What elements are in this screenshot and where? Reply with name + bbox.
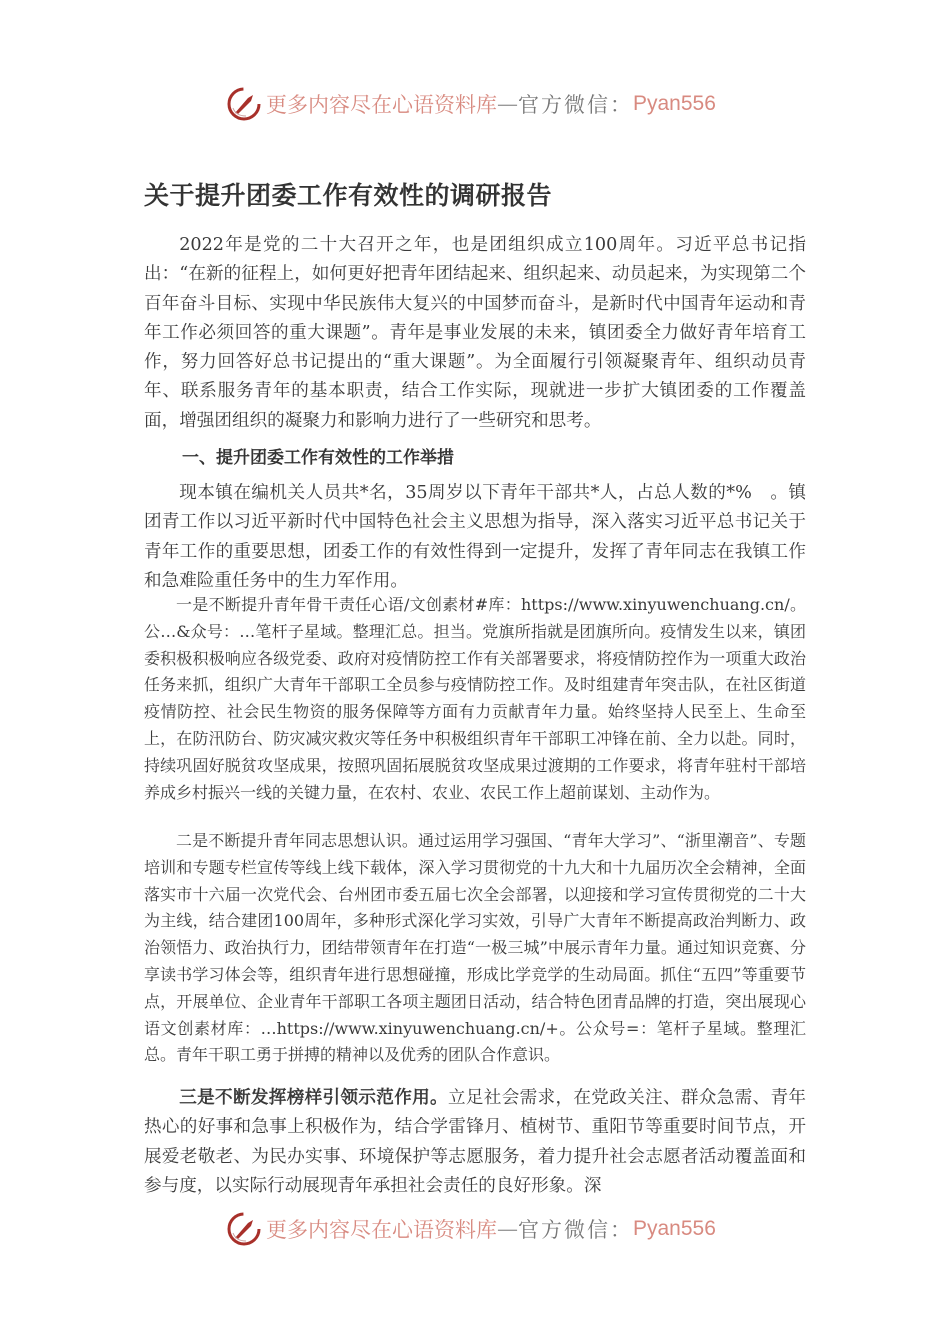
item-3-paragraph [144, 1084, 806, 1201]
item-3-lead: 三是不断发挥榜样引领示范作用。 [179, 1088, 448, 1108]
banner-dash: — [497, 1217, 518, 1241]
intro-paragraph: 2022年是党的二十大召开之年，也是团组织成立100周年。习近平总书记指出：“在新的征程上，如何更好把青年团结起来、组织起来、动员起来，为实现第二个百年奋斗目标、实现中华民族伟大复兴的中国梦而奋斗，是新时代中国青年运动和青年工作必须回答的重大课题”。青年是事业发展的未来，镇团委全力做好青年培育工作，努力回答好总书记提出的“重大课题”。为全面履行引领凝聚青年、组织动员青年、联系服务青年的基本职责，结合工作实际，现就进一步扩大镇团委的工作覆盖面，增强团组织的凝聚力和影响力进行了一些研究和思考。 [144, 235, 806, 431]
item-2-paragraph: 二是不断提升青年同志思想认识。通过运用学习强国、“青年大学习”、“浙里潮音”、专题培训和专题专栏宣传等线上线下载体，深入学习贯彻党的十九大和十九届历次全会精神，全面落实市十六届一次党代会、台州团市委五届七次全会部署，以迎接和学习宣传贯彻党的二十大为主线，结合建团100周年，多种形式深化学习实效，引导广大青年不断提高政治判断力、政治领悟力、政治执行力，团结带领青年在打造“一极三城”中展示青年力量。通过知识竞赛、分享读书学习体会等，组织青年进行思想碰撞，形成比学竞学的生动局面。抓住“五四”等重要节点，开展单位、企业青年干部职工各项主题团日活动，结合特色团青品牌的打造，突出展现心语文创素材库：…https://www.xinyuwenchuang.cn/+。公众号=：笔杆子星域。整理汇总。青年干职工勇于拼搏的精神以及优秀的团队合作意识。 [144, 831, 806, 1065]
quill-pen-logo-icon [226, 1211, 262, 1247]
banner-wechat-id: Pyan556 [633, 1217, 716, 1240]
banner-main-text: 更多内容尽在心语资料库 [266, 1218, 497, 1242]
page-title: 关于提升团委工作有效性的调研报告 [144, 181, 553, 210]
item-3-body: 立足社会需求，在党政关注、群众急需、青年热心的好事和急事上积极作为，结合学雷锋月、植树节、重阳节等重要时间节点，开展爱老敬老、为民办实事、环境保护等志愿服务，着力提升社会志愿者活动覆盖面和参与度，以实际行动展现青年承担社会责任的良好形象。深 [144, 1088, 806, 1196]
quill-pen-logo-icon [226, 86, 262, 122]
footer-watermark-banner [226, 1209, 716, 1249]
banner-wechat-label: 官方微信： [518, 93, 633, 117]
banner-main-text: 更多内容尽在心语资料库 [266, 93, 497, 117]
section-heading-1: 一、提升团委工作有效性的工作举措 [182, 448, 454, 468]
section1-paragraph: 现本镇在编机关人员共*名，35周岁以下青年干部共*人，占总人数的*% 。镇团青工作以习近平新时代中国特色社会主义思想为指导，深入落实习近平总书记关于青年工作的重要思想，团委工作的有效性得到一定提升，发挥了青年同志在我镇工作和急难险重任务中的生力军作用。 [144, 483, 806, 591]
banner-wechat-id: Pyan556 [633, 92, 716, 115]
item-1-paragraph: 一是不断提升青年骨干责任心语/文创素材#库：https://www.xinyuwenchuang.cn/。公…&众号：…笔杆子星域。整理汇总。担当。党旗所指就是团旗所向。疫情发生以来，镇团委积极积极响应各级党委、政府对疫情防控工作有关部署要求，将疫情防控作为一项重大政治任务来抓，组织广大青年干部职工全员参与疫情防控工作。及时组建青年突击队，在社区街道疫情防控、社会民生物资的服务保障等方面有力贡献青年力量。始终坚持人民至上、生命至上，在防汛防台、防灾减灾救灾等任务中积极组织青年干部职工冲锋在前、全力以赴。同时，持续巩固好脱贫攻坚成果，按照巩固拓展脱贫攻坚成果过渡期的工作要求，将青年驻村干部培养成乡村振兴一线的关键力量，在农村、农业、农民工作上超前谋划、主动作为。 [144, 595, 806, 802]
banner-wechat-label: 官方微信： [518, 1218, 633, 1242]
header-watermark-banner [226, 84, 716, 124]
banner-dash: — [497, 92, 518, 116]
